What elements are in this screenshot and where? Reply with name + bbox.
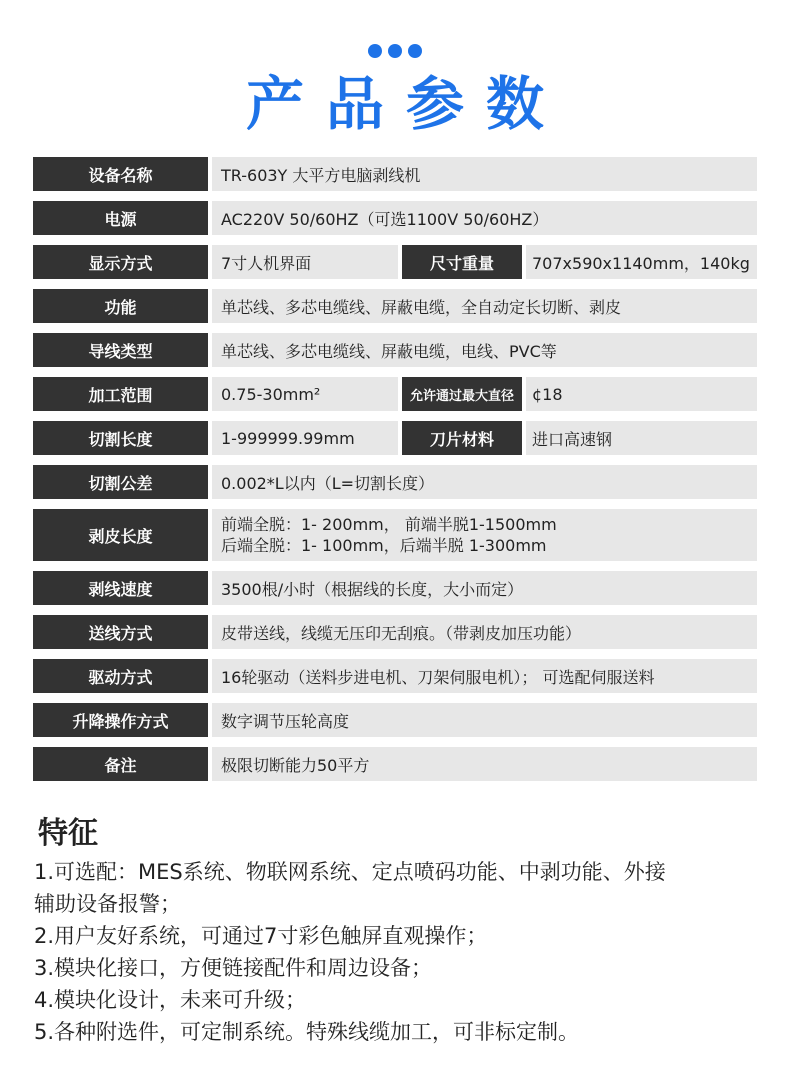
- table-row: [33, 157, 757, 191]
- param-label: 剥线速度: [33, 571, 208, 605]
- params-table: [33, 157, 757, 791]
- param-label-secondary: 允许通过最大直径: [402, 377, 522, 411]
- param-value: 单芯线、多芯电缆线、屏蔽电缆，全自动定长切断、剥皮: [212, 289, 757, 323]
- decorative-dots: [0, 44, 790, 58]
- param-label: 加工范围: [33, 377, 208, 411]
- param-label: 升降操作方式: [33, 703, 208, 737]
- features-title: 特征: [38, 816, 98, 851]
- param-label: 功能: [33, 289, 208, 323]
- param-value: 皮带送线，线缆无压印无刮痕。（带剥皮加压功能）: [212, 615, 757, 649]
- feature-item: 5.各种附选件，可定制系统。特殊线缆加工，可非标定制。: [34, 1020, 580, 1044]
- feature-item: 4.模块化设计，未来可升级；: [34, 988, 307, 1012]
- param-value: 极限切断能力50平方: [212, 747, 757, 781]
- param-value-secondary: 707x590x1140mm，140kg: [526, 245, 757, 279]
- param-label-secondary: 刀片材料: [402, 421, 522, 455]
- param-value-line: 后端全脱：1- 100mm，后端半脱 1-300mm: [221, 536, 547, 555]
- param-label: 设备名称: [33, 157, 208, 191]
- table-row: [33, 421, 757, 455]
- table-row: [33, 377, 757, 411]
- table-row: [33, 333, 757, 367]
- param-value: 0.002*L以内（L=切割长度）: [212, 465, 757, 499]
- page-title: 产品参数: [245, 70, 566, 138]
- param-label: 切割公差: [33, 465, 208, 499]
- dot-icon: [388, 44, 402, 58]
- param-value-line: 前端全脱：1- 200mm， 前端半脱1-1500mm: [221, 515, 557, 534]
- table-row: [33, 201, 757, 235]
- table-row: [33, 703, 757, 737]
- param-value-secondary: 进口高速钢: [526, 421, 757, 455]
- features-list: [34, 856, 764, 1048]
- table-row: [33, 571, 757, 605]
- param-label: 切割长度: [33, 421, 208, 455]
- table-row: [33, 615, 757, 649]
- param-label: 剥皮长度: [33, 509, 208, 561]
- dot-icon: [368, 44, 382, 58]
- feature-item: 2.用户友好系统，可通过7寸彩色触屏直观操作；: [34, 924, 488, 948]
- table-row: [33, 289, 757, 323]
- feature-item: 3.模块化接口，方便链接配件和周边设备；: [34, 956, 433, 980]
- table-row: [33, 245, 757, 279]
- feature-item: 1.可选配：MES系统、物联网系统、定点喷码功能、中剥功能、外接: [34, 860, 666, 884]
- table-row: [33, 659, 757, 693]
- param-label: 电源: [33, 201, 208, 235]
- dot-icon: [408, 44, 422, 58]
- param-value: 1-999999.99mm: [212, 421, 398, 455]
- param-value: [212, 509, 757, 561]
- feature-item: 辅助设备报警；: [34, 892, 181, 916]
- param-label: 备注: [33, 747, 208, 781]
- table-row: [33, 747, 757, 781]
- param-value: 0.75-30mm²: [212, 377, 398, 411]
- param-value: 16轮驱动（送料步进电机、刀架伺服电机）； 可选配伺服送料: [212, 659, 757, 693]
- param-value: 3500根/小时（根据线的长度，大小而定）: [212, 571, 757, 605]
- param-value: AC220V 50/60HZ（可选1100V 50/60HZ）: [212, 201, 757, 235]
- param-label-secondary: 尺寸重量: [402, 245, 522, 279]
- table-row: [33, 509, 757, 561]
- param-value: TR-603Y 大平方电脑剥线机: [212, 157, 757, 191]
- param-label: 驱动方式: [33, 659, 208, 693]
- param-value-secondary: ¢18: [526, 377, 757, 411]
- param-value: 单芯线、多芯电缆线、屏蔽电缆，电线、PVC等: [212, 333, 757, 367]
- param-label: 显示方式: [33, 245, 208, 279]
- param-value: 数字调节压轮高度: [212, 703, 757, 737]
- param-label: 送线方式: [33, 615, 208, 649]
- param-label: 导线类型: [33, 333, 208, 367]
- param-value: 7寸人机界面: [212, 245, 398, 279]
- table-row: [33, 465, 757, 499]
